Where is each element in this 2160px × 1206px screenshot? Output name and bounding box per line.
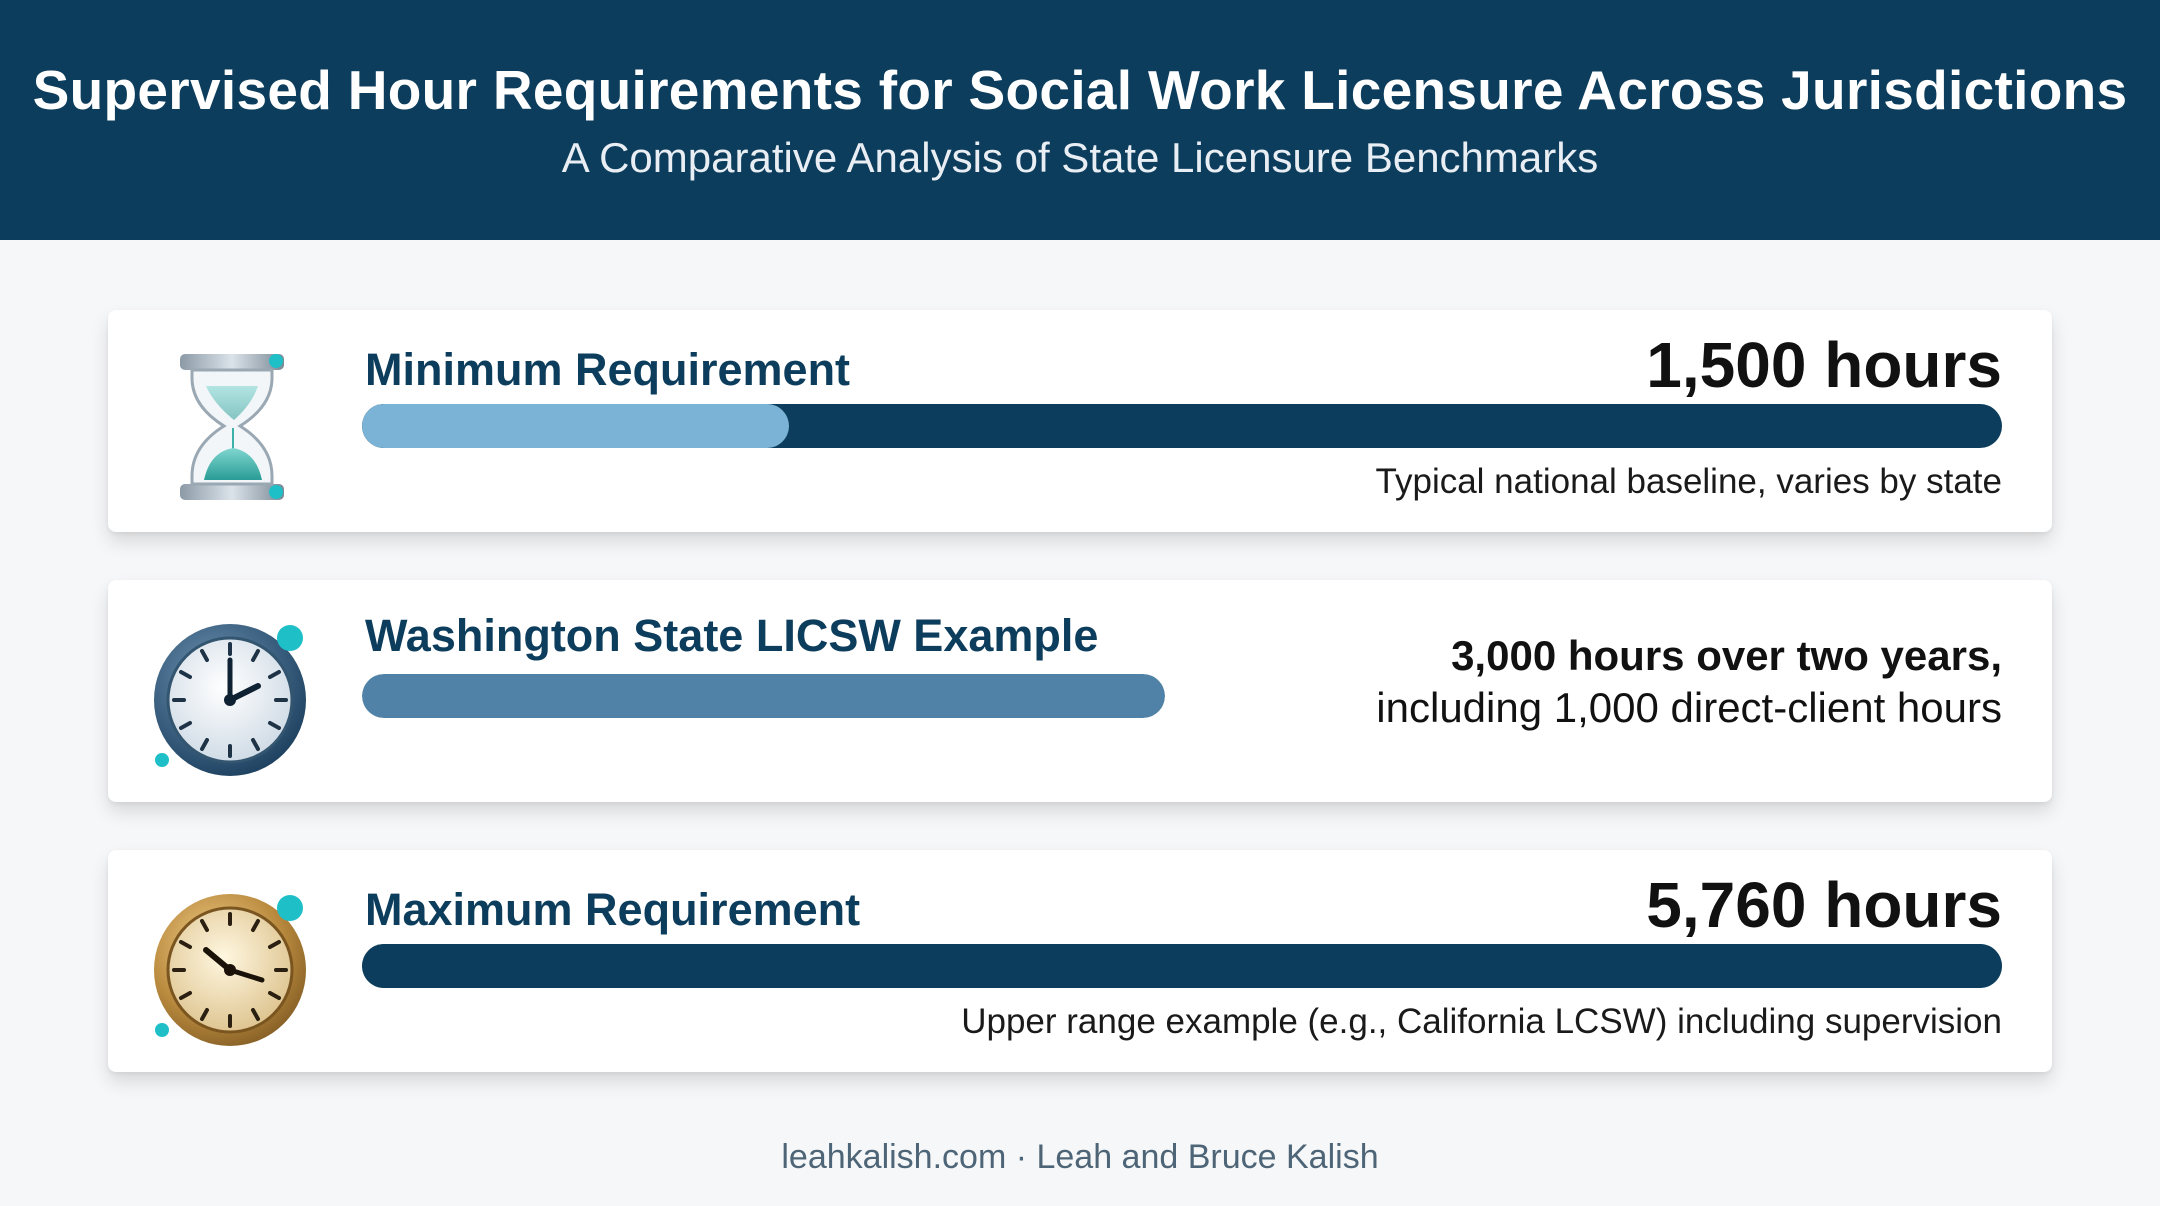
maximum-requirement-label: Maximum Requirement: [365, 884, 861, 935]
minimum-requirement-bar: [362, 404, 789, 448]
minimum-requirement-label: Minimum Requirement: [365, 344, 851, 395]
washington-licsw-bar: [362, 674, 1165, 718]
washington-licsw-label: Washington State LICSW Example: [365, 610, 1099, 661]
minimum-requirement-value: 1,500 hours: [1646, 329, 2002, 401]
hourglass-icon: [148, 340, 318, 510]
maximum-requirement-note: Upper range example (e.g., California LCSW) including supervision: [961, 1002, 2002, 1041]
washington-licsw-bar-track: [362, 674, 1165, 718]
maximum-requirement-bar: [362, 944, 2002, 988]
washington-licsw-note-line2: including 1,000 direct-client hours: [1376, 684, 2002, 731]
maximum-requirement-value: 5,760 hours: [1646, 869, 2002, 941]
header-banner: [0, 0, 2160, 240]
washington-licsw-card: [108, 580, 2052, 802]
minimum-requirement-card: [108, 310, 2052, 532]
maximum-requirement-bar-track: [362, 944, 2002, 988]
footer-credit: leahkalish.com · Leah and Bruce Kalish: [781, 1138, 1379, 1176]
gold-clock-icon: [148, 880, 318, 1050]
washington-licsw-note-line1: 3,000 hours over two years,: [1451, 632, 2002, 679]
page-subtitle: A Comparative Analysis of State Licensure Benchmarks: [561, 134, 1599, 181]
minimum-requirement-note: Typical national baseline, varies by state: [1375, 462, 2002, 501]
washington-licsw-note: [1376, 630, 2002, 734]
clock-icon: [148, 610, 318, 780]
page-title: Supervised Hour Requirements for Social Work Licensure Across Jurisdictions: [32, 59, 2128, 121]
maximum-requirement-card: [108, 850, 2052, 1072]
minimum-requirement-bar-track: [362, 404, 2002, 448]
